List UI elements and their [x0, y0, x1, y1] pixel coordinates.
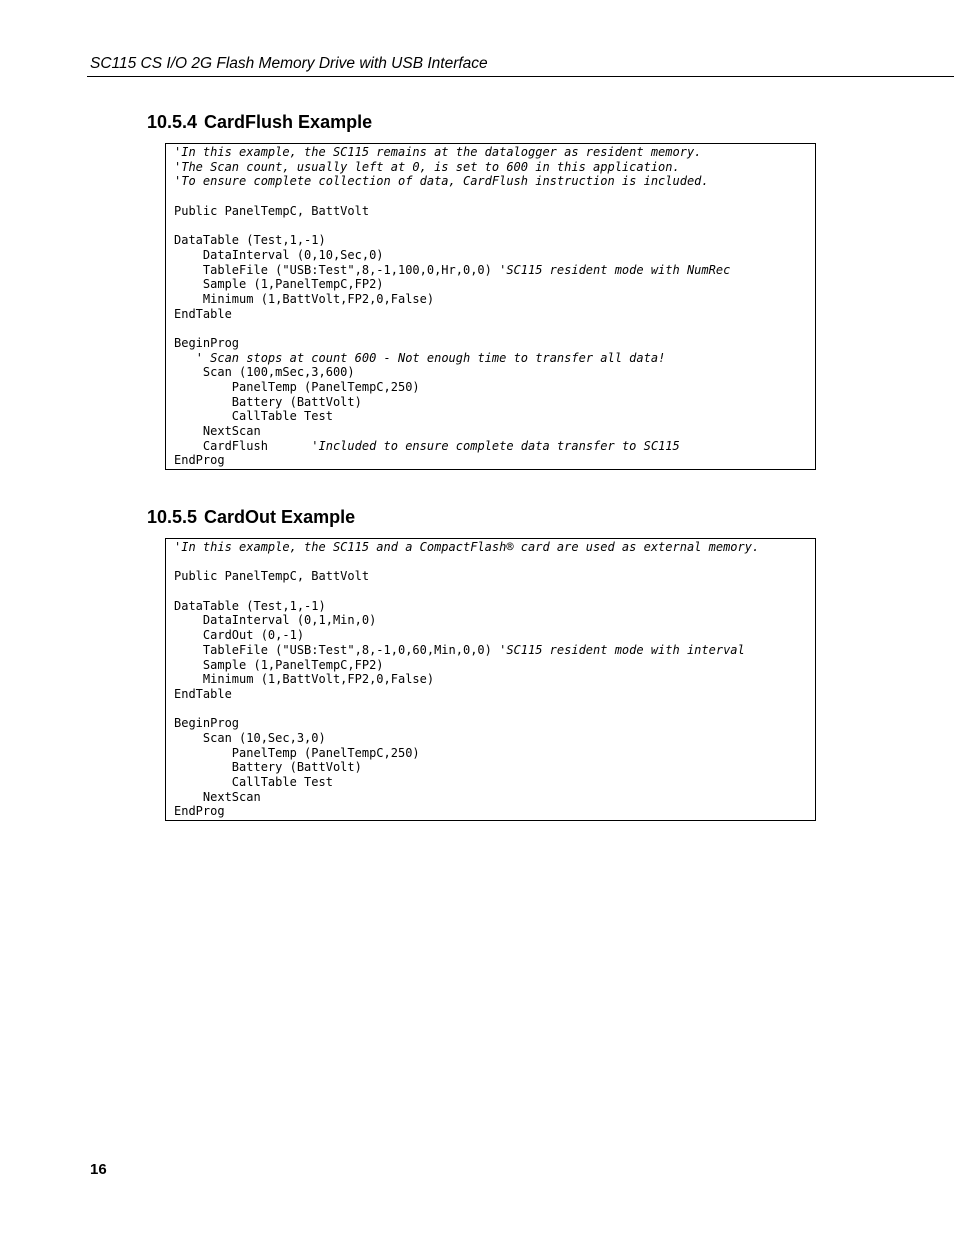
header-rule [87, 76, 954, 77]
code-comment: 'In this example, the SC115 remains at the datalogger as resident memory. [174, 145, 702, 159]
code-text: CardOut (0,-1) [174, 628, 305, 643]
code-line [174, 277, 815, 292]
code-line [174, 365, 815, 380]
page-number: 16 [90, 1161, 107, 1178]
code-line [174, 409, 815, 424]
code-line [174, 672, 815, 687]
code-text: Public PanelTempC, BattVolt [174, 569, 370, 584]
code-line [174, 569, 815, 584]
code-box-cardflush [165, 143, 816, 470]
code-text: CardFlush [174, 438, 312, 453]
code-comment: ' Scan stops at count 600 - Not enough time to transfer all data! [195, 350, 666, 365]
code-line [174, 380, 815, 395]
code-comment: 'SC115 resident mode with interval [499, 642, 745, 657]
code-line [174, 439, 815, 454]
code-text: Scan (10,Sec,3,0) [174, 730, 326, 745]
code-text: Sample (1,PanelTempC,FP2) [174, 657, 384, 672]
code-text: TableFile ("USB:Test",8,-1,0,60,Min,0,0) [174, 642, 500, 657]
code-text: BeginProg [174, 716, 240, 731]
code-line [174, 643, 815, 658]
code-line [174, 321, 815, 336]
code-text: Sample (1,PanelTempC,FP2) [174, 277, 384, 292]
code-text: NextScan [174, 424, 261, 439]
code-line [174, 395, 815, 410]
code-line [174, 555, 815, 570]
code-text: EndTable [174, 306, 232, 321]
section-title: CardOut Example [204, 507, 356, 527]
code-box-cardout [165, 538, 816, 821]
code-line [174, 760, 815, 775]
code-line [174, 292, 815, 307]
code-line [174, 160, 815, 175]
code-text: PanelTemp (PanelTempC,250) [174, 745, 420, 760]
running-header: SC115 CS I/O 2G Flash Memory Drive with USB Interface [90, 55, 488, 72]
code-text: Minimum (1,BattVolt,FP2,0,False) [174, 672, 435, 687]
code-line [174, 540, 815, 555]
code-text: PanelTemp (PanelTempC,250) [174, 380, 420, 394]
code-line [174, 424, 815, 439]
code-line [174, 628, 815, 643]
code-text: CallTable Test [174, 409, 333, 424]
code-line [174, 336, 815, 351]
code-comment: 'The Scan count, usually left at 0, is set to 600 in this application. [174, 159, 680, 174]
code-line [174, 145, 815, 160]
code-text: CallTable Test [174, 775, 333, 789]
code-text: NextScan [174, 789, 261, 804]
code-text: Scan (100,mSec,3,600) [174, 365, 355, 380]
code-text: Battery (BattVolt) [174, 394, 362, 409]
code-comment: 'In this example, the SC115 and a CompactFlash® card are used as external memory. [174, 540, 760, 554]
code-text: EndProg [174, 453, 225, 468]
code-line [174, 790, 815, 805]
code-line [174, 351, 815, 366]
code-comment: 'To ensure complete collection of data, CardFlush instruction is included. [174, 174, 709, 189]
code-line [174, 613, 815, 628]
code-line [174, 687, 815, 702]
section-heading-cardout [147, 507, 355, 528]
code-line [174, 204, 815, 219]
code-line [174, 307, 815, 322]
code-text: Public PanelTempC, BattVolt [174, 203, 370, 218]
code-line [174, 189, 815, 204]
code-text: Minimum (1,BattVolt,FP2,0,False) [174, 291, 435, 306]
code-text: EndTable [174, 686, 232, 701]
code-text: EndProg [174, 804, 225, 819]
code-text: DataTable (Test,1,-1) [174, 598, 326, 613]
section-number: 10.5.4 [147, 112, 198, 132]
code-line [174, 804, 815, 819]
code-line [174, 702, 815, 717]
code-line [174, 658, 815, 673]
section-title: CardFlush Example [204, 112, 373, 132]
code-line [174, 233, 815, 248]
code-comment: 'SC115 resident mode with NumRec [499, 262, 731, 277]
code-line [174, 248, 815, 263]
code-text: BeginProg [174, 335, 240, 350]
code-text: DataTable (Test,1,-1) [174, 233, 326, 248]
code-comment: 'Included to ensure complete data transfer to SC115 [311, 438, 680, 453]
code-text [174, 351, 196, 365]
code-line [174, 174, 815, 189]
code-line [174, 731, 815, 746]
code-line [174, 775, 815, 790]
code-line [174, 453, 815, 468]
code-text: Battery (BattVolt) [174, 760, 362, 775]
code-text: DataInterval (0,1,Min,0) [174, 613, 377, 628]
code-line [174, 746, 815, 761]
code-text: TableFile ("USB:Test",8,-1,100,0,Hr,0,0) [174, 262, 500, 277]
code-text: DataInterval (0,10,Sec,0) [174, 247, 384, 262]
code-line [174, 716, 815, 731]
code-line [174, 584, 815, 599]
code-line [174, 263, 815, 278]
code-line [174, 599, 815, 614]
code-line [174, 218, 815, 233]
section-number: 10.5.5 [147, 507, 198, 527]
section-heading-cardflush [147, 112, 372, 133]
